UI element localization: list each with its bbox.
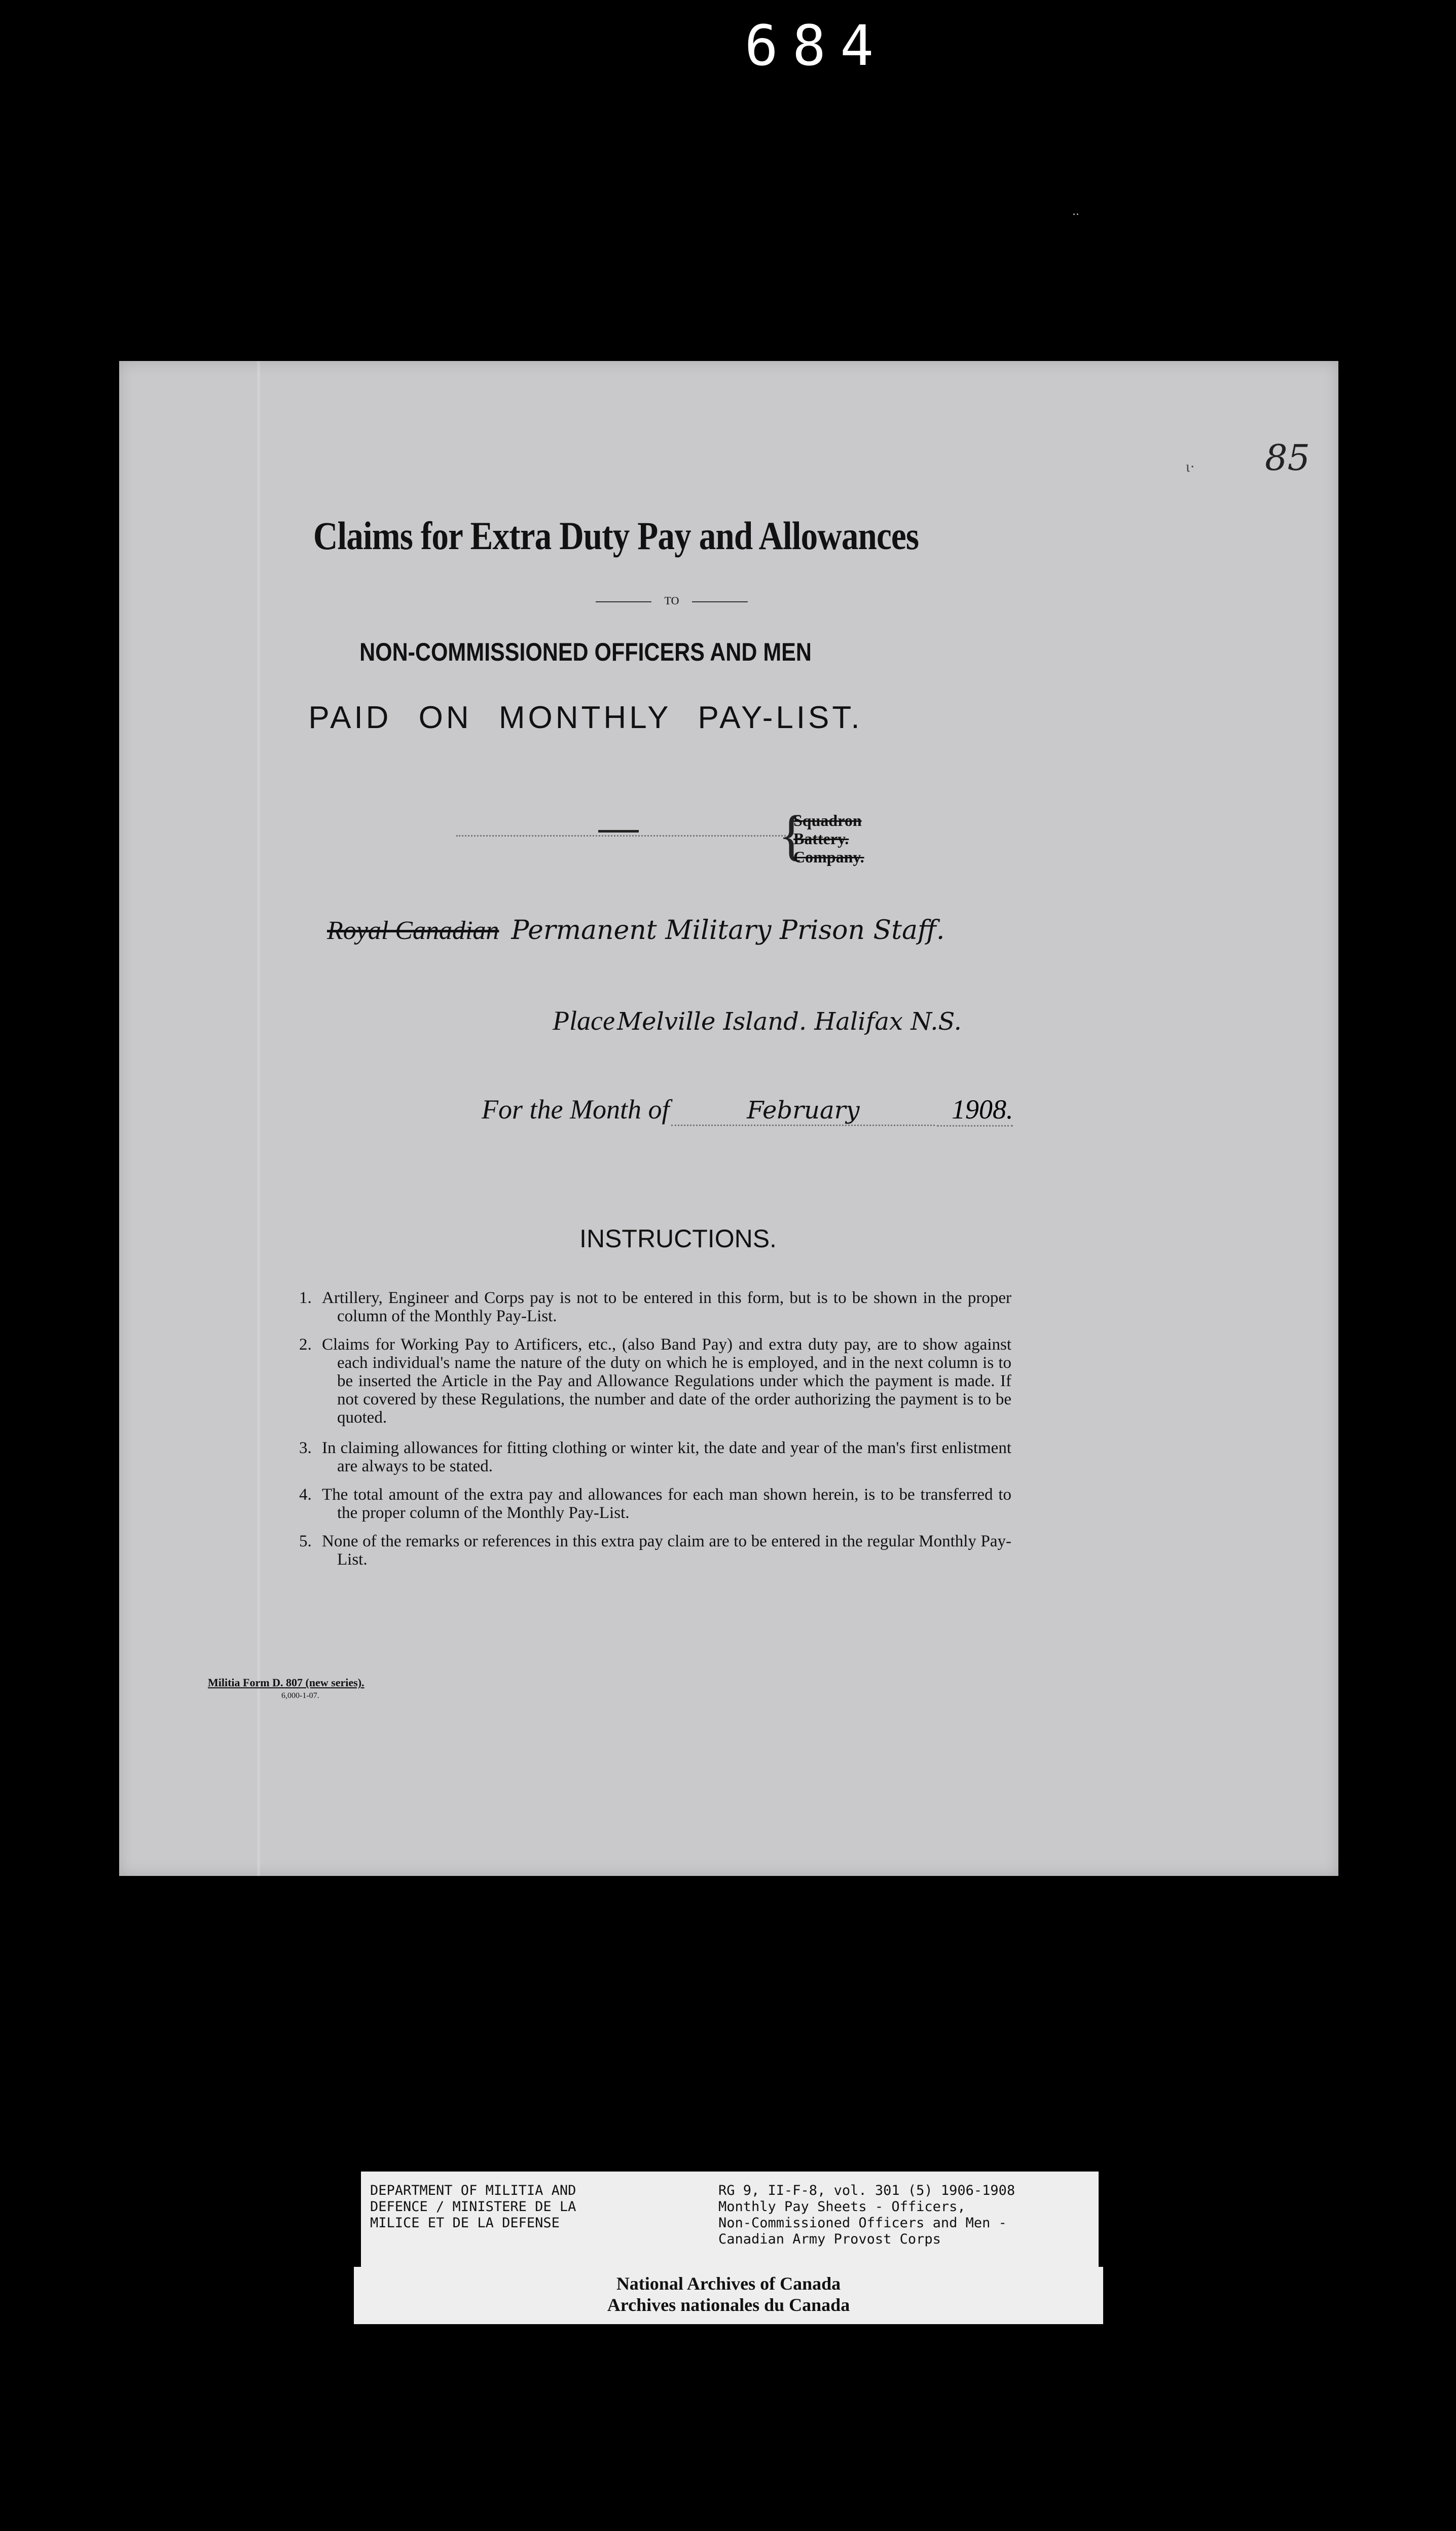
corner-mark: ι· xyxy=(1186,458,1195,475)
instruction-item xyxy=(299,1439,1011,1475)
frame-number: 684 xyxy=(744,13,888,78)
month-label: For the Month of xyxy=(482,1094,670,1125)
instruction-number: 2. xyxy=(299,1335,312,1354)
document-page xyxy=(119,361,1338,1876)
form-id: Militia Form D. 807 (new series). xyxy=(208,1676,365,1689)
place-value: Melville Island. Halifax N.S. xyxy=(616,1007,962,1036)
page-fold xyxy=(257,361,260,1876)
reference-text xyxy=(718,2183,1094,2248)
unit-dash xyxy=(598,830,639,833)
corps-handwritten: Permanent Military Prison Staff. xyxy=(511,915,945,946)
instruction-text: None of the remarks or references in this extra pay claim are to be entered in the regular Monthly Pay-List. xyxy=(322,1532,1011,1569)
instruction-item xyxy=(299,1532,1011,1569)
to-separator xyxy=(596,594,748,609)
reference-line: Canadian Army Provost Corps xyxy=(718,2231,941,2247)
department-line: DEFENCE / MINISTERE DE LA xyxy=(370,2199,576,2215)
month-row xyxy=(482,1094,1013,1127)
department-line: MILICE ET DE LA DEFENSE xyxy=(370,2215,560,2231)
instruction-text: Artillery, Engineer and Corps pay is not to be entered in this form, but is to be shown in the proper column of the Monthly Pay-List. xyxy=(322,1289,1011,1325)
instruction-number: 1. xyxy=(299,1289,312,1307)
reference-line: Monthly Pay Sheets - Officers, xyxy=(718,2199,966,2215)
department-line: DEPARTMENT OF MILITIA AND xyxy=(370,2183,576,2198)
archive-reference-label xyxy=(361,2172,1099,2267)
document-title: Claims for Extra Duty Pay and Allowances xyxy=(313,514,919,558)
instruction-item xyxy=(299,1335,1011,1427)
unit-type-list xyxy=(793,811,864,866)
place-label: Place xyxy=(553,1005,615,1036)
paid-line: PAID ON MONTHLY PAY-LIST. xyxy=(308,700,863,735)
form-print-run: 6,000-1-07. xyxy=(281,1691,319,1700)
unit-brace: { xyxy=(778,804,805,866)
month-value: February xyxy=(747,1096,860,1125)
instruction-number: 3. xyxy=(299,1439,312,1457)
corps-row xyxy=(327,915,944,956)
instructions-heading: INSTRUCTIONS. xyxy=(579,1224,777,1253)
reference-line: Non-Commissioned Officers and Men - xyxy=(718,2215,1007,2231)
unit-type-company: Company. xyxy=(793,848,864,866)
place-row xyxy=(553,1005,962,1036)
instruction-item xyxy=(299,1289,1011,1325)
unit-type-squadron: Squadron xyxy=(793,811,862,829)
instruction-number: 4. xyxy=(299,1486,312,1504)
reference-line: RG 9, II-F-8, vol. 301 (5) 1906-1908 xyxy=(718,2183,1015,2198)
instruction-text: The total amount of the extra pay and allowances for each man shown herein, is to be transferred to the proper column of the Monthly Pay-List. xyxy=(322,1486,1011,1522)
unit-type-battery: Battery. xyxy=(793,829,849,848)
instruction-item xyxy=(299,1486,1011,1522)
speck-mark: .. xyxy=(1072,205,1079,218)
page-number: 85 xyxy=(1265,437,1311,479)
corps-printed: Royal Canadian xyxy=(327,916,499,945)
archives-institution-label xyxy=(354,2267,1103,2324)
institution-english: National Archives of Canada xyxy=(616,2273,841,2294)
instruction-number: 5. xyxy=(299,1532,312,1550)
year-value: 1908. xyxy=(937,1094,1013,1127)
to-text: TO xyxy=(664,594,679,607)
instruction-text: In claiming allowances for fitting clothing or winter kit, the date and year of the man's first enlistment are always to be stated. xyxy=(322,1439,1011,1475)
department-text xyxy=(370,2183,715,2231)
instruction-text: Claims for Working Pay to Artificers, etc., (also Band Pay) and extra duty pay, are to show against each individual's name the nature of the duty on which he is employed, and in the next column is to be inserted the Article in the Pay and Allowance Regulations under which the payment is made. If not covered by these Regulations, the number and date of the order authorizing the payment is to be quoted. xyxy=(322,1335,1011,1427)
document-subtitle: NON-COMMISSIONED OFFICERS AND MEN xyxy=(359,638,812,666)
institution-french: Archives nationales du Canada xyxy=(607,2295,850,2315)
unit-blank-line xyxy=(456,835,786,837)
